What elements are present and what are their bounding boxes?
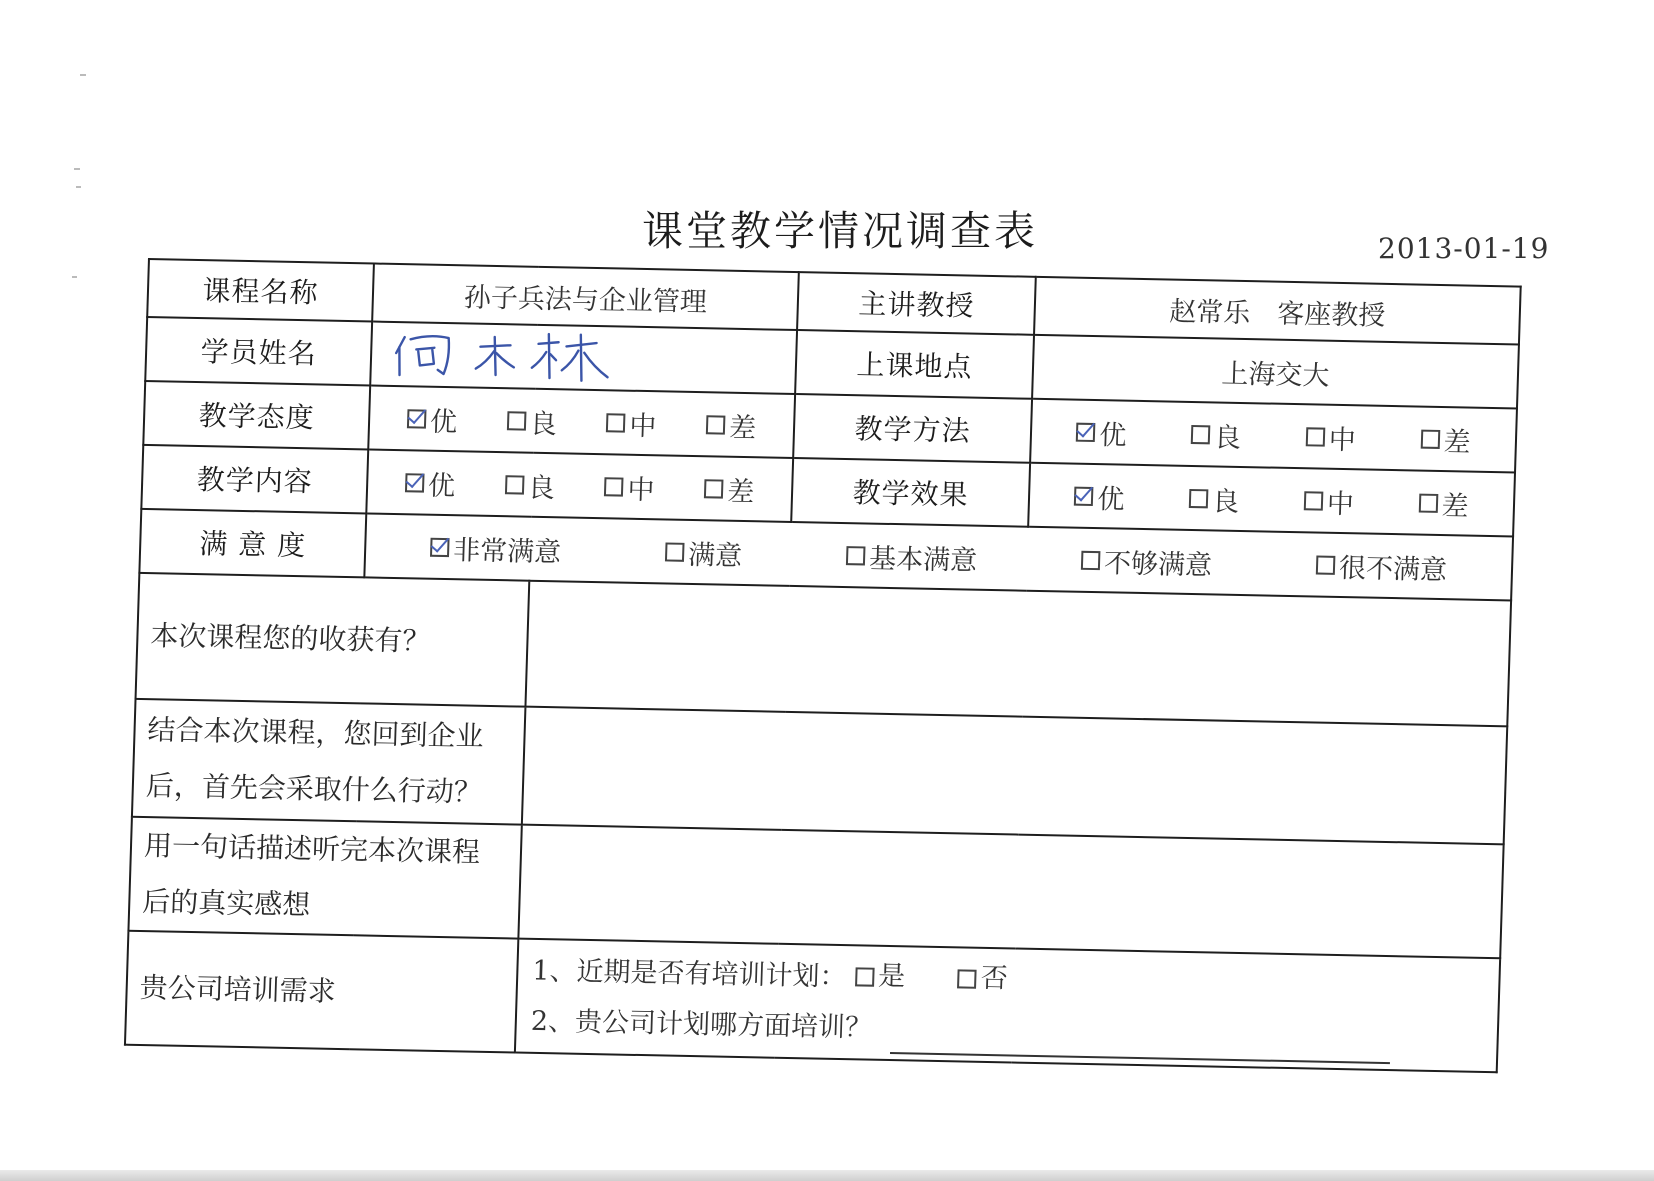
checkbox-icon [1306, 427, 1326, 446]
checkbox-icon [1420, 429, 1440, 448]
checked-box-icon [1076, 422, 1096, 441]
checkbox-icon [855, 967, 875, 986]
teaching-attitude-options [368, 385, 795, 458]
method-option-poor[interactable]: 差 [1420, 419, 1471, 459]
lecturer-value[interactable]: 赵常乐 客座教授 [1034, 277, 1521, 345]
method-option-good[interactable]: 良 [1191, 414, 1242, 454]
page-title: 课堂教学情况调查表 [642, 207, 1038, 255]
checked-box-icon [407, 409, 427, 428]
content-option-excellent[interactable]: 优 [405, 463, 456, 503]
gains-question: 本次课程您的收获有？ [136, 573, 530, 707]
location-value[interactable]: 上海交大 [1032, 335, 1519, 409]
checkbox-icon [1189, 488, 1209, 507]
training-plan-no[interactable]: 否 [957, 954, 1009, 1005]
scan-speck [74, 168, 80, 170]
training-area-question: 2、贵公司计划哪方面培训？ [530, 1005, 873, 1044]
satisfaction-option-basically-satisfied[interactable]: 基本满意 [846, 536, 978, 578]
scan-bottom-edge [0, 1170, 1654, 1181]
checkbox-icon [507, 411, 527, 430]
checkbox-icon [1316, 555, 1336, 574]
teaching-content-options [366, 449, 793, 522]
survey-table [124, 258, 1522, 1073]
training-area-answer-line[interactable] [890, 1030, 1391, 1064]
scan-speck [72, 276, 77, 278]
satisfaction-option-not-satisfied[interactable]: 不够满意 [1081, 540, 1213, 582]
handwritten-signature [371, 323, 796, 393]
feeling-question-line2: 后的真实感想 [141, 885, 311, 922]
action-question [132, 699, 526, 825]
content-option-poor[interactable]: 差 [704, 469, 755, 509]
student-name-label: 学员姓名 [145, 317, 372, 385]
feeling-question-line1: 用一句话描述听完本次课程 [143, 829, 481, 869]
checkbox-icon [846, 546, 866, 565]
checked-box-icon [1074, 486, 1094, 505]
attitude-option-good[interactable]: 良 [506, 401, 557, 441]
satisfaction-option-very-dissatisfied[interactable]: 很不满意 [1316, 545, 1448, 587]
checkbox-icon [1081, 550, 1101, 569]
attitude-option-excellent[interactable]: 优 [406, 399, 457, 439]
feeling-question [128, 817, 521, 939]
method-option-fair[interactable]: 中 [1305, 417, 1356, 457]
checkbox-icon [505, 475, 525, 494]
checkbox-icon [957, 969, 977, 988]
checkbox-icon [665, 542, 685, 561]
training-plan-question: 1、近期是否有培训计划： [531, 955, 847, 993]
teaching-effect-label: 教学效果 [791, 458, 1030, 527]
checkbox-icon [704, 479, 724, 498]
teaching-attitude-label: 教学态度 [143, 381, 370, 449]
checkbox-icon [1191, 424, 1211, 443]
location-label: 上课地点 [795, 330, 1034, 399]
teaching-method-label: 教学方法 [793, 394, 1032, 463]
effect-option-excellent[interactable]: 优 [1074, 476, 1125, 516]
lecturer-label: 主讲教授 [797, 272, 1036, 335]
satisfaction-option-very-satisfied[interactable]: 非常满意 [430, 527, 562, 569]
checked-box-icon [405, 473, 425, 492]
checked-box-icon [430, 537, 450, 556]
effect-option-good[interactable]: 良 [1189, 478, 1240, 518]
checkbox-icon [606, 413, 626, 432]
satisfaction-option-satisfied[interactable]: 满意 [665, 532, 743, 573]
satisfaction-label: 满 意 度 [139, 509, 366, 577]
feeling-answer-field[interactable] [518, 825, 1503, 959]
gains-answer-field[interactable] [525, 581, 1511, 727]
training-plan-yes[interactable]: 是 [854, 952, 906, 1003]
effect-option-fair[interactable]: 中 [1303, 481, 1354, 521]
content-option-fair[interactable]: 中 [604, 467, 655, 507]
attitude-option-fair[interactable]: 中 [606, 403, 657, 443]
form-date: 2013-01-19 [1378, 232, 1550, 265]
training-needs-cell [515, 939, 1500, 1073]
checkbox-icon [1418, 493, 1438, 512]
action-answer-field[interactable] [522, 707, 1507, 845]
action-question-line2: 后，首先会采取什么行动？ [145, 769, 483, 809]
training-needs-label: 贵公司培训需求 [125, 931, 518, 1053]
checkbox-icon [604, 477, 624, 496]
scan-speck [80, 74, 86, 76]
action-question-line1: 结合本次课程，您回到企业 [147, 713, 485, 753]
content-option-good[interactable]: 良 [504, 465, 555, 505]
method-option-excellent[interactable]: 优 [1076, 412, 1127, 452]
scan-speck [76, 186, 81, 188]
teaching-content-label: 教学内容 [141, 445, 368, 513]
checkbox-icon [1304, 491, 1324, 510]
teaching-effect-options [1028, 463, 1515, 537]
course-name-label: 课程名称 [147, 259, 374, 321]
teaching-method-options [1030, 399, 1517, 473]
effect-option-poor[interactable]: 差 [1418, 483, 1469, 523]
course-name-value[interactable]: 孙子兵法与企业管理 [372, 264, 799, 331]
student-name-field[interactable] [370, 322, 797, 395]
checkbox-icon [706, 415, 726, 434]
attitude-option-poor[interactable]: 差 [706, 405, 757, 445]
